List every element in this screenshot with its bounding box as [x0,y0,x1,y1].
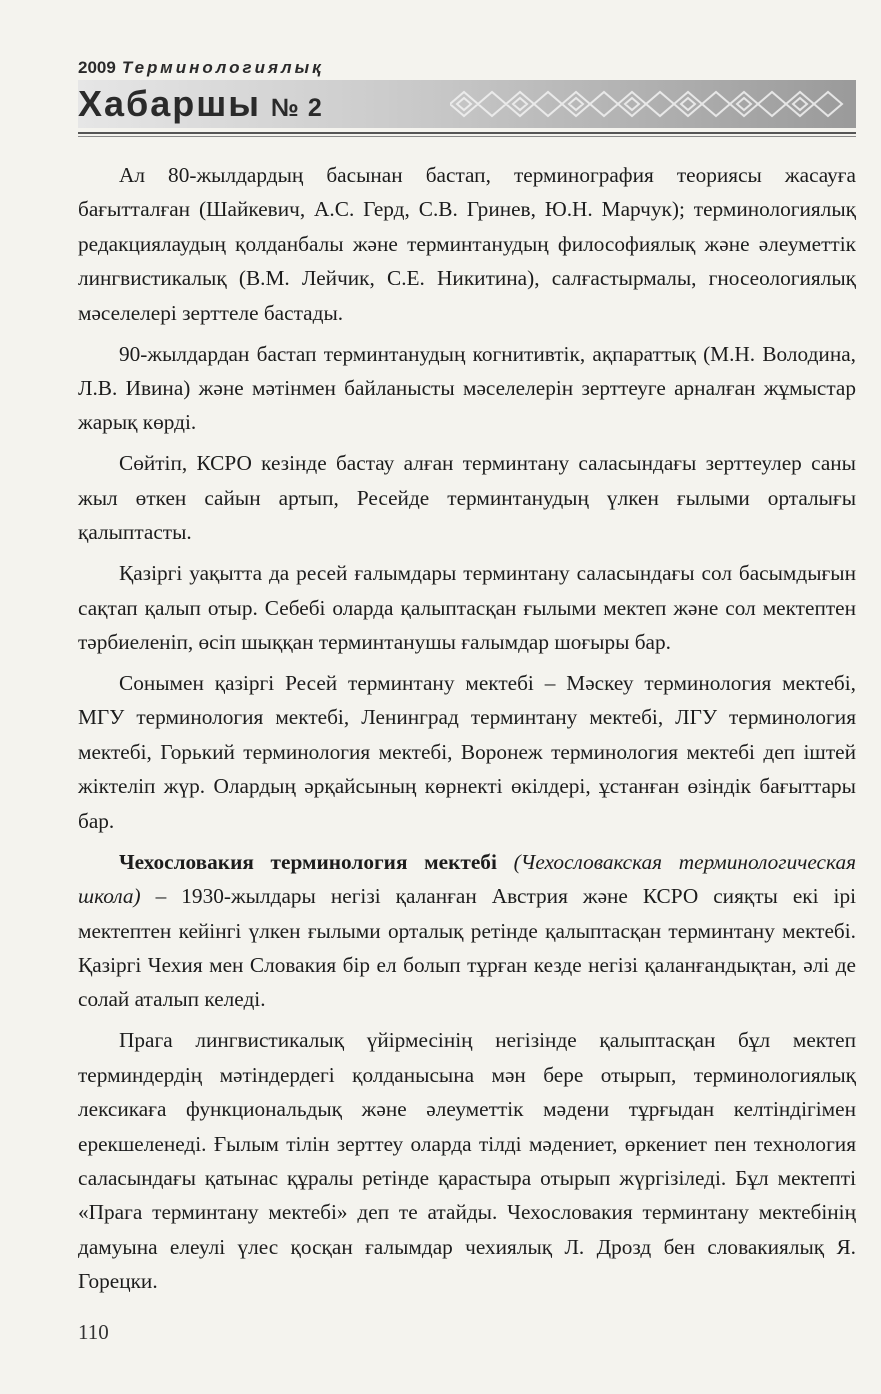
page-number: 110 [78,1320,109,1344]
paragraph-6 [78,845,856,1017]
journal-title-text: Хабаршы [78,83,262,124]
journal-header [78,58,856,138]
paragraph-4: Қазіргі уақытта да ресей ғалымдары терминтану саласындағы сол басымдығын сақтап қалып отыр. Себебі оларда қалыптасқан ғылыми мектеп және сол мектептен тәрбиеленіп, өсіп шыққан терминтанушы ғалымдар шоғыры бар. [78,561,856,655]
paragraph-5: Сонымен қазіргі Ресей терминтану мектебі – Мәскеу терминология мектебі, МГУ терминология мектебі, Ленинград терминтану мектебі, ЛГУ терминология мектебі, Горький терминология мектебі, Воронеж терминология мектебі деп іштей жіктеліп жүр. Олардың әрқайсының көрнекті өкілдері, ұстанған өзіндік бағыттары бар. [78,671,856,833]
header-rule-thin [78,136,856,137]
header-title-bar [78,80,856,128]
paragraph-1: Ал 80-жылдардың басынан бастап, терминография теориясы жасауға бағытталған (Шайкевич, А.С. Герд, С.В. Гринев, Ю.Н. Марчук); терминологиялық редакциялаудың қолданбалы және терминтанудың философиялық және әлеуметтік лингвистикалық (В.М. Лейчик, С.Е. Никитина), салғастырмалы, гносеологиялық мәселелері зерттеле бастады. [78,163,856,325]
header-series: Терминологиялық [121,58,324,77]
header-year-series [78,58,324,80]
header-rule [78,132,856,134]
issue-number: № 2 [271,94,323,122]
article-body [78,158,856,1305]
header-year: 2009 [78,58,116,77]
paragraph-3: Сөйтіп, КСРО кезінде бастау алған терминтану саласындағы зерттеулер саны жыл өткен сайын артып, Ресейде терминтанудың үлкен ғылыми орталығы қалыптасты. [78,451,856,545]
ornament-pattern-icon [450,86,850,122]
term-russian-name: (Чехословакская терминологическая школа) [78,849,856,909]
paragraph-7: Прага лингвистикалық үйірмесінің негізінде қалыптасқан бұл мектеп терминдердің мәтіндердегі қолданысына мән бере отырып, терминологиялық лексикаға функциональдық және әлеуметтік мәдени тұрғыдан келтіндігімен ерекшеленеді. Ғылым тілін зерттеу оларда тілді мәдениет, өркениет пен технология саласындағы қатынас құралы ретінде қарастыра отырып жүргізіледі. Бұл мектепті «Прага терминтану мектебі» деп те атайды. Чехословакия терминтану мектебінің дамуына елеулі үлес қосқан ғалымдар чехиялық Л. Дрозд бен словакиялық Я. Горецки. [78,1028,856,1294]
journal-title [78,82,323,126]
paragraph-2: 90-жылдардан бастап терминтанудың когнитивтік, ақпараттық (М.Н. Володина, Л.В. Ивина) және мәтінмен байланысты мәселелерін зерттеуге арналған жұмыстар жарық көрді. [78,341,856,435]
term-heading: Чехословакия терминология мектебі [119,849,497,874]
paragraph-6-text: – 1930-жылдары негізі қаланған Австрия және КСРО сияқты екі ірі мектептен кейінгі үлкен ғылыми орталық ретінде қалыптасқан терминтану мектебі. Қазіргі Чехия мен Словакия бір ел болып тұрған кезде негізі қаланғандықтан, әлі де солай аталып келеді. [78,884,857,1012]
